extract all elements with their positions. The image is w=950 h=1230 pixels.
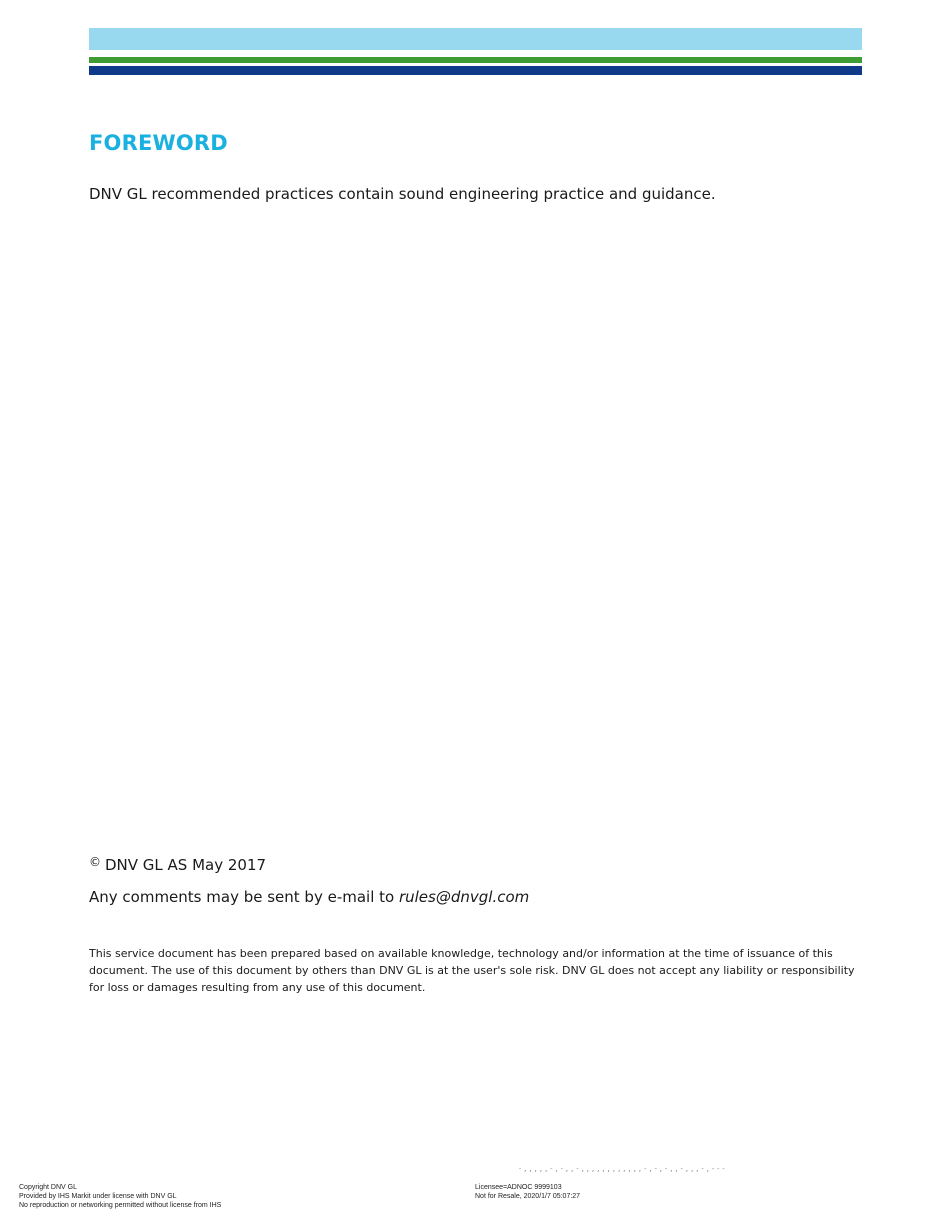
header-band-light (89, 28, 862, 50)
comments-line (89, 888, 529, 906)
copyright-text: DNV GL AS May 2017 (105, 856, 267, 874)
page-title: FOREWORD (89, 131, 228, 155)
comments-prefix: Any comments may be sent by e-mail to (89, 888, 399, 906)
disclaimer-text: This service document has been prepared based on available knowledge, technology and/or information at the time of issuance of this document. The use of this document by others than DNV GL is at the user's sole risk. DNV GL does not accept any liability or responsibility for loss or damages resulting from any use of this document. (89, 947, 855, 994)
header-band-green (89, 57, 862, 63)
copyright-notice (89, 855, 266, 874)
footer-left-line: Provided by IHS Markit under license with DNV GL (19, 1193, 177, 1200)
footer-right (475, 1183, 580, 1201)
footer-dot-strip: -,,,,,-,-,,-,,,,,,,,,,,,-,-,-,,-,,,-,--- (518, 1165, 727, 1173)
footer-left-line: No reproduction or networking permitted without license from IHS (19, 1202, 222, 1209)
header-band-navy (89, 66, 862, 75)
footer-left-line: Copyright DNV GL (19, 1184, 77, 1191)
footer-right-line: Not for Resale, 2020/1/7 05:07:27 (475, 1193, 581, 1200)
footer-right-line: Licensee=ADNOC 9999103 (475, 1184, 562, 1191)
footer-left (19, 1183, 221, 1210)
comments-email-link[interactable]: rules@dnvgl.com (398, 888, 530, 906)
copyright-symbol: © (89, 855, 101, 869)
foreword-intro: DNV GL recommended practices contain sound engineering practice and guidance. (89, 185, 716, 203)
